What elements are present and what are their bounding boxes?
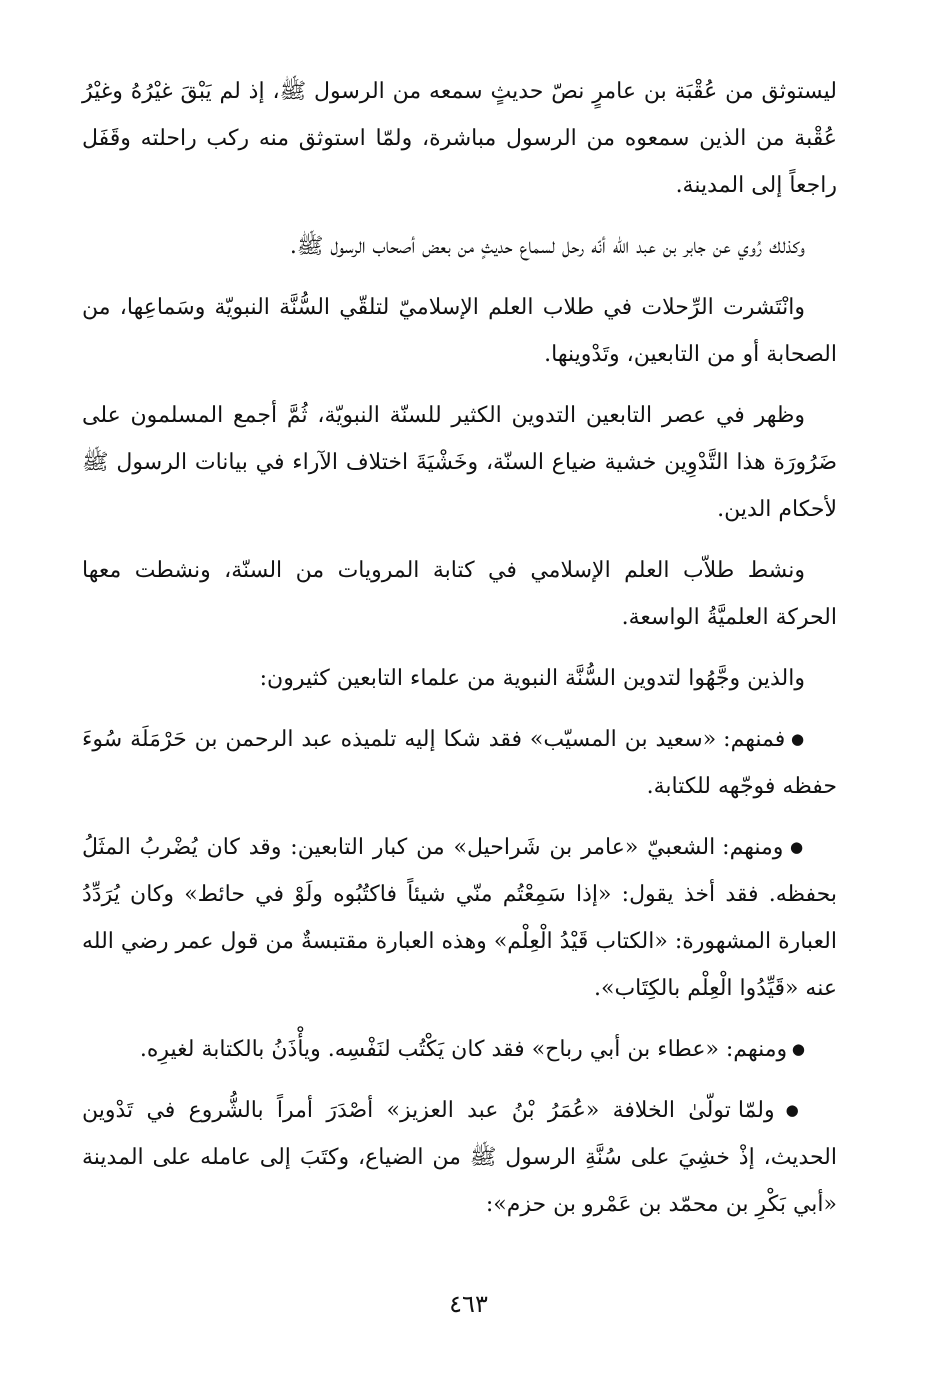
page-number: ٤٦٣ xyxy=(449,1290,488,1318)
bullet-paragraph: ● ومنهم: «عطاء بن أبي رباح» فقد كان يَكْتُب لنَفْسِه. ويأْذَنُ بالكتابة لغيرِه. xyxy=(82,1026,837,1073)
bullet-paragraph: ● ومنهم: الشعبيّ «عامر بن شَراحيل» من كبار التابعين: وقد كان يُضْربُ المثَلُ بحفظه. فقد أخذ يقول: «إذا سَمِعْتُم منّي شيئاً فاكتُبُوه ولَوْ في حائط» وكان يُرَدِّدُ العبارة المشهورة: «الكتاب قَيْدُ الْعِلْم» وهذه العبارة مقتبسةٌ من قول عمر رضي الله عنه «قَيِّدُوا الْعِلْم بالكِتَاب». xyxy=(82,824,837,1012)
paragraph: وكذلك رُوي عن جابر بن عبد الله أنّه رحل لسماع حديثٍ من بعض أصحاب الرسول ﷺ. xyxy=(289,234,805,259)
body-text xyxy=(82,68,837,1228)
paragraph: ليستوثق من عُقْبَة بن عامرٍ نصّ حديثٍ سمعه من الرسول ﷺ، إذ لم يَبْقَ غيْرُهُ وغيْرُ عُقْبة من الذين سمعوه من الرسول مباشرة، ولمّا استوثق منه ركب راحلته وقَفَل راجعاً إلى المدينة. xyxy=(82,79,837,198)
paragraph: والذين وجَّهُوا لتدوين السُّنَّة النبوية من علماء التابعين كثيرون: xyxy=(259,666,805,691)
paragraph: ونشط طلاّب العلم الإسلامي في كتابة المرويات من السنّة، ونشطت معها الحركة العلميَّةُ الواسعة. xyxy=(82,558,837,630)
bullet-paragraph: ● ولمّا تولّىٰ الخلافة «عُمَرُ بْنُ عبد العزيز» أصْدَرَ أمراً بالشُّروع في تَدْوين الحديث، إذْ خشِيَ على سُنَّةِ الرسول ﷺ من الضياع، وكتَبَ إلى عامله على المدينة «أبي بَكْرِ بن محمّد بن عَمْرو بن حزم»: xyxy=(82,1087,837,1228)
bullet-paragraph: ● فمنهم: «سعيد بن المسيّب» فقد شكا إليه تلميذه عبد الرحمن بن حَرْمَلَة سُوءَ حفظه فوجّهه للكتابة. xyxy=(82,716,837,810)
paragraph: وانْتَشرت الرِّحلات في طلاب العلم الإسلاميّ لتلقّي السُّنَّة النبويّة وسَماعِها، من الصحابة أو من التابعين، وتَدْوينها. xyxy=(82,295,837,367)
paragraph: وظهر في عصر التابعين التدوين الكثير للسنّة النبويّة، ثُمَّ أجمع المسلمون على ضَرُورَة هذا التَّدْوِين خشية ضياع السنّة، وخَشْيَةَ اختلاف الآراء في بيانات الرسول ﷺ لأحكام الدين. xyxy=(82,403,837,522)
